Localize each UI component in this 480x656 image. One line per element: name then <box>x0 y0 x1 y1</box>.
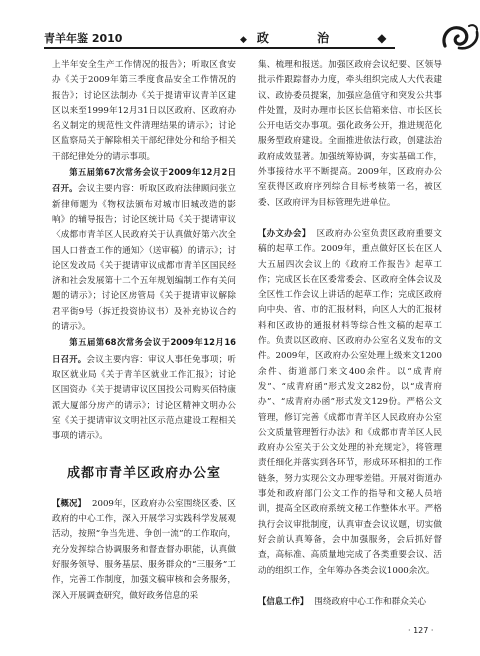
overview-body: 2009年，区政府办公室围绕区委、区政府的中心工作，深入开展学习实践科学发展观活动，按照“争当先进、争创一流”的工作取向，充分发挥综合协调服务和督查督办职能，认真做好服务领导、服务基层、服务群众的“三服务”工作，完善工作制度，加强文稿审核和会务服务，深入开展调查研究，做好政务信息的采 <box>52 498 236 601</box>
information-tag: 【信息工作】 <box>258 595 309 606</box>
documents-meetings-body: 区政府办公室负责区政府重要文稿的起草工作。2009年，重点做好区长在区人大五届四次会议上的《政府工作报告》起草工作；完成区长在区委常委会、区政府全体会议及全区性工作会议上讲话的起草工作；完成区政府向中央、省、市的汇报材料，向区人大的汇报材料和区政协的通报材料等综合性文稿的起草工作。负责以区政府、区政府办公室名义发布的文件。2009年，区政府办公室处理上级来文1200余件、街道部门来文400余件。以“成青府发”、“成青府函”形式发文282份，以“成青府办”、“成青府办函”形式发文129份。严格公文管理，修订完善《成都市青羊区人民政府办公室公文质量管理暂行办法》和《成都市青羊区人民政府办公室关于公文处理的补充规定》，将管理责任细化并落实到各环节，形成环环相扣的工作链条，努力实现公文办理零差错。开展对街道办事处和政府部门公文工作的指导和文秘人员培训，提高全区政府系统文秘工作整体水平。严格执行会议审批制度，认真审查会议议题，切实做好会前认真筹备，会中加强服务，会后抓好督查，高标准、高质量地完成了各类重要会议、活动的组织工作，全年筹办各类会议1000余次。 <box>258 228 442 576</box>
information-paragraph <box>258 594 442 610</box>
information-body: 围绕政府中心工作和群众关心 <box>314 596 426 607</box>
spacer <box>258 579 442 594</box>
swirl-logo-icon <box>439 20 480 54</box>
meeting-68-paragraph <box>52 335 236 444</box>
section-label <box>240 29 409 46</box>
section-title: 成都市青羊区政府办公室 <box>66 466 221 482</box>
meeting-67-body: 会议主要内容：听取区政府法律顾问张立新律师题为《物权法颁布对城市旧城改造的影响》的辅导报告；讨论区统计局《关于提请审议〈成都市青羊区人民政府关于认真做好第六次全国人口普查工作的通知〉（送审稿）的请示》；讨论区发改局《关于提请审议成都市青羊区国民经济和社会发展第十二个五年规划编制工作有关问题的请示》；讨论区房管局《关于提请审议解除君平街9号（拆迁投资协议书）及补充协议合约的请示》。 <box>52 184 237 333</box>
yearbook-title: 青羊年鉴 2010 <box>44 32 123 45</box>
meeting-68-body: 会议主要内容：审议人事任免事项；听取区就业局《关于青羊区就业工作汇报》；讨论区国资办《关于提请审议区国投公司购买佰特康派大厦部分房产的请示》；讨论区精神文明办公室《关于提请审议文明社区示范点建设工程相关事项的请示》。 <box>52 354 236 442</box>
page-number: · 127 · <box>408 626 434 635</box>
paragraph: 集、梳理和报送。加强区政府会议纪要、区领导批示件跟踪督办力度，牵头组织完成人大代表建议、政协委员提案，加强应急值守和突发公共事件处置，及时办理市长区长信箱来信、市长区长公开电话交办事项。强化政务公开，推进规范化服务型政府建设。全面推进依法行政，创建法治政府成效显著。加强统筹协调，夯实基础工作，外事接待水平不断提高。2009年，区政府办公室获得区政府序列综合目标考核第一名，被区委、区政府评为目标管理先进单位。 <box>258 60 442 208</box>
left-column <box>52 58 236 604</box>
meeting-67-heading: 第五届第67次常务会议于2009年12月2日召开。 <box>52 167 236 194</box>
section-name: 政 治 ◆ <box>256 31 409 45</box>
meeting-68-heading: 第五届第68次常务会议于2009年12月16日召开。 <box>52 337 236 364</box>
overview-tag: 【概况】 <box>52 497 87 508</box>
paragraph: 上半年安全生产工作情况的报告》；听取区食安办《关于2009年第三季度食品安全工作情况的报告》；讨论区法制办《关于提请审议青羊区建区以来至1999年12月31日以区政府、区政府办名义制定的规范性文件清理结果的请示》；讨论区监察局关于解除相关干部纪律处分和给予相关干部纪律处分的请示事项。 <box>52 60 236 162</box>
documents-meetings-paragraph <box>258 226 442 579</box>
diamond-icon: ◆ <box>240 35 247 45</box>
right-column <box>258 58 442 610</box>
documents-meetings-tag: 【办文办会】 <box>258 227 311 238</box>
header-rule <box>44 47 395 49</box>
spacer <box>258 211 442 226</box>
meeting-67-paragraph <box>52 165 236 335</box>
overview-paragraph <box>52 496 236 604</box>
